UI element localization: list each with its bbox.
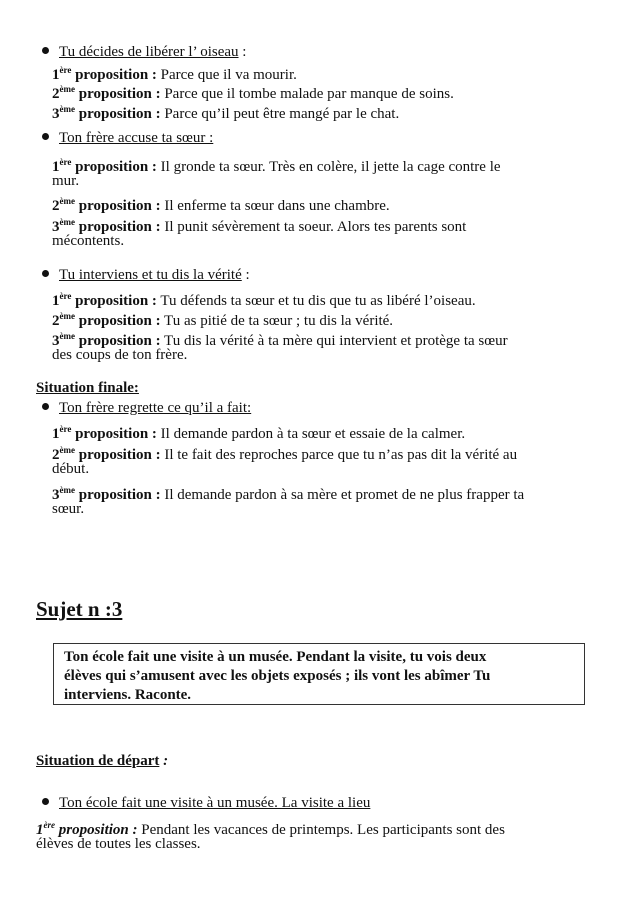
proposition-line: 1ère proposition : Tu défends ta sœur et tu dis que tu as libéré l’oiseau.: [52, 291, 476, 309]
proposition-continuation: mur.: [52, 173, 80, 189]
proposition-line: 3ème proposition : Il punit sévèrement ta soeur. Alors tes parents sont: [52, 217, 467, 235]
proposition-line: 2ème proposition : Parce que il tombe malade par manque de soins.: [52, 84, 454, 102]
bullet-icon: [42, 403, 49, 410]
bullet-frere-regrette: Ton frère regrette ce qu’il a fait:: [42, 399, 251, 417]
proposition-continuation: début.: [52, 461, 90, 477]
bullet-frere-accuse: Ton frère accuse ta sœur :: [42, 129, 213, 147]
bullet-liberer-oiseau: Tu décides de libérer l’ oiseau :: [42, 43, 246, 61]
sujet-box-line: interviens. Raconte.: [64, 687, 192, 703]
bullet-icon: [42, 798, 49, 805]
proposition-line: 1ère proposition : Parce que il va mourir.: [52, 65, 297, 83]
bullet-tu-interviens: Tu interviens et tu dis la vérité :: [42, 266, 250, 284]
bullet-icon: [42, 47, 49, 54]
proposition-line: 3ème proposition : Parce qu’il peut être mangé par le chat.: [52, 104, 400, 122]
proposition-line: 3ème proposition : Tu dis la vérité à ta mère qui intervient et protège ta sœur: [52, 331, 508, 349]
proposition-continuation: des coups de ton frère.: [52, 347, 188, 363]
proposition-line: 2ème proposition : Tu as pitié de ta sœur ; tu dis la vérité.: [52, 311, 394, 329]
proposition-line: 1ère proposition : Il gronde ta sœur. Très en colère, il jette la cage contre le: [52, 157, 501, 175]
bullet-icon: [42, 133, 49, 140]
situation-depart-heading: Situation de départ :: [36, 753, 169, 769]
proposition-continuation: mécontents.: [52, 233, 125, 249]
proposition-line: 2ème proposition : Il enferme ta sœur dans une chambre.: [52, 196, 390, 214]
proposition-continuation: élèves de toutes les classes.: [36, 836, 201, 852]
bullet-icon: [42, 270, 49, 277]
situation-finale-heading: Situation finale:: [36, 380, 139, 396]
proposition-line: 1ère proposition : Pendant les vacances de printemps. Les participants sont des: [36, 820, 505, 838]
proposition-line: 3ème proposition : Il demande pardon à sa mère et promet de ne plus frapper ta: [52, 485, 525, 503]
proposition-line: 1ère proposition : Il demande pardon à ta sœur et essaie de la calmer.: [52, 424, 466, 442]
bullet-ecole-visite: Ton école fait une visite à un musée. La visite a lieu: [42, 794, 370, 812]
sujet-box-line: élèves qui s’amusent avec les objets exposés ; ils vont les abîmer Tu: [64, 668, 491, 684]
proposition-continuation: sœur.: [52, 501, 85, 517]
proposition-line: 2ème proposition : Il te fait des reproches parce que tu n’as pas dit la vérité au: [52, 445, 518, 463]
sujet-title: Sujet n :3: [36, 597, 123, 621]
sujet-box: [53, 643, 585, 705]
sujet-box-line: Ton école fait une visite à un musée. Pendant la visite, tu vois deux: [64, 649, 487, 665]
